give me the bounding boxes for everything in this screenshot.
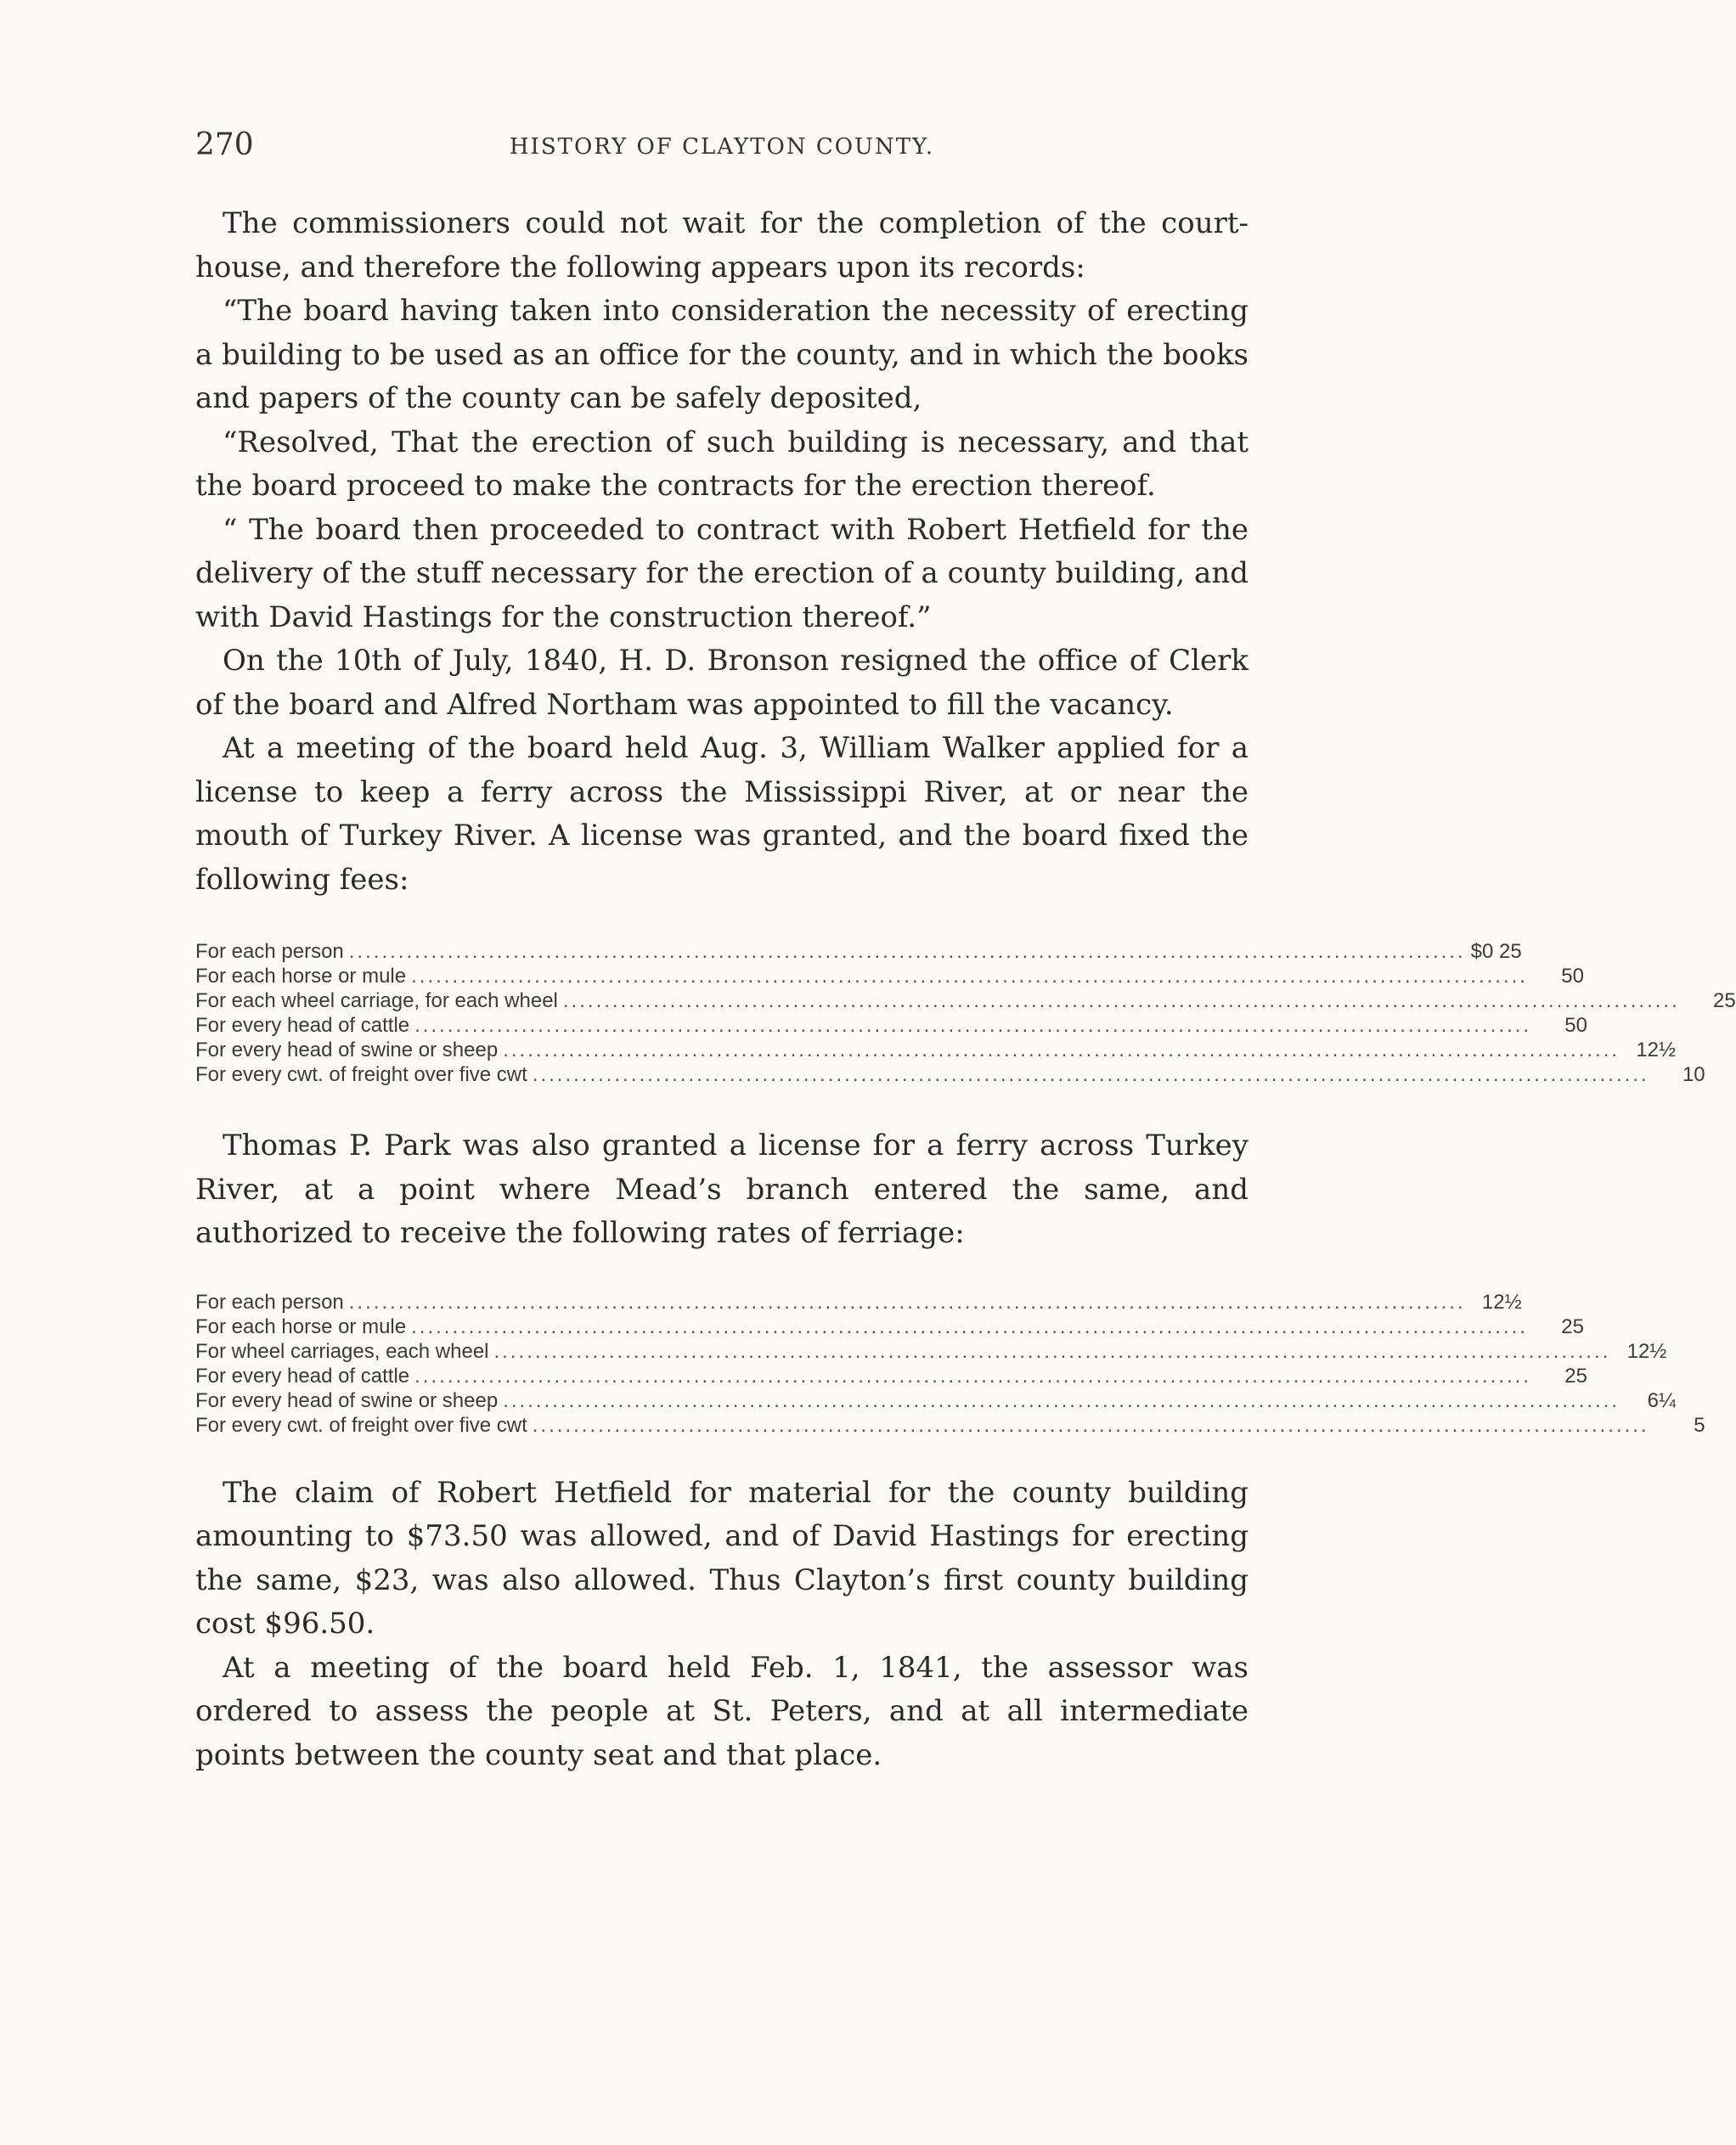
fee-row — [195, 1290, 1522, 1315]
body-text — [195, 202, 1736, 1777]
fee-row — [195, 1315, 1584, 1339]
fee-row — [195, 1339, 1667, 1364]
fee-value: 25 — [1564, 1364, 1587, 1388]
running-head: HISTORY OF CLAYTON COUNTY. — [509, 134, 935, 160]
leader-dots: ........................................................................................................................................ — [562, 989, 1680, 1012]
fee-label: For each person — [195, 940, 344, 963]
leader-dots: ........................................................................................................................................ — [532, 1413, 1649, 1437]
fee-row — [195, 1388, 1677, 1413]
paragraph: “The board having taken into consideration the necessity of erecting a building to be used as an office for the county, and in which the books and papers of the county can be safely deposited, — [195, 294, 1248, 415]
leader-dots: ........................................................................................................................................ — [348, 1290, 1466, 1314]
leader-dots: ........................................................................................................................................ — [348, 940, 1466, 963]
fee-label: For every cwt. of freight over five cwt — [195, 1063, 527, 1086]
leader-dots: ........................................................................................................................................ — [411, 965, 1528, 988]
fee-row — [195, 1038, 1677, 1062]
fee-label: For every head of cattle — [195, 1014, 410, 1037]
fee-value: 5 — [1694, 1413, 1705, 1437]
fee-table-park — [195, 1290, 1705, 1438]
fee-value: 25 — [1713, 989, 1736, 1012]
paragraph: The claim of Robert Hetfield for material for the county building amounting to $73.50 was allowed, and of David Hastings for erecting the same, $23, was also allowed. Thus Clayton’s first county building cost $96.50. — [195, 1475, 1248, 1641]
fee-value: 6¼ — [1647, 1388, 1677, 1412]
fee-label: For every head of swine or sheep — [195, 1039, 499, 1061]
fee-value: 12½ — [1481, 1290, 1522, 1314]
leader-dots: ........................................................................................................................................ — [532, 1063, 1649, 1086]
fee-row — [195, 1364, 1587, 1388]
fee-label: For every head of swine or sheep — [195, 1388, 499, 1412]
fee-row — [195, 1013, 1587, 1038]
paragraph: At a meeting of the board held Feb. 1, 1841, the assessor was ordered to assess the people at St. Peters, and at all intermediate points between the county seat and that place. — [195, 1650, 1248, 1772]
fee-value: 12½ — [1626, 1339, 1667, 1363]
fee-label: For each horse or mule — [195, 965, 407, 988]
paragraph: The commissioners could not wait for the completion of the court-house, and therefore the following appears upon its records: — [195, 206, 1248, 284]
fee-row — [195, 964, 1584, 988]
fee-label: For each person — [195, 1290, 344, 1314]
fee-value: $0 25 — [1470, 940, 1522, 963]
page-number: 270 — [195, 127, 254, 162]
fee-value: 25 — [1561, 1315, 1584, 1338]
fee-label: For each wheel carriage, for each wheel — [195, 989, 558, 1012]
fee-table-walker — [195, 939, 1736, 1087]
fee-label: For every head of cattle — [195, 1364, 410, 1388]
fee-row — [195, 988, 1736, 1013]
paragraph: “Resolved, That the erection of such building is necessary, and that the board proceed to make the contracts for the erection thereof. — [195, 425, 1248, 503]
fee-value: 10 — [1682, 1063, 1705, 1086]
page-header — [195, 127, 1248, 170]
leader-dots: ........................................................................................................................................ — [414, 1014, 1531, 1037]
leader-dots: ........................................................................................................................................ — [411, 1315, 1528, 1338]
fee-value: 50 — [1564, 1014, 1587, 1037]
leader-dots: ........................................................................................................................................ — [503, 1388, 1620, 1412]
paragraph: At a meeting of the board held Aug. 3, William Walker applied for a license to keep a ferry across the Mississippi River, at or near the mouth of Turkey River. A license was granted, and the board fixed the following fees: — [195, 731, 1248, 897]
leader-dots: ........................................................................................................................................ — [493, 1339, 1611, 1363]
paragraph: On the 10th of July, 1840, H. D. Bronson resigned the office of Clerk of the board and Alfred Northam was appointed to fill the vacancy. — [195, 644, 1248, 722]
paragraph: Thomas P. Park was also granted a license for a ferry across Turkey River, at a point where Mead’s branch entered the same, and authorized to receive the following rates of ferriage: — [195, 1129, 1248, 1250]
fee-row — [195, 1413, 1705, 1438]
fee-row — [195, 1062, 1705, 1087]
fee-label: For wheel carriages, each wheel — [195, 1339, 489, 1363]
fee-value: 50 — [1561, 965, 1584, 988]
paragraph: “ The board then proceeded to contract with Robert Hetfield for the delivery of the stuff necessary for the erection of a county building, and with David Hastings for the construction thereof.” — [195, 512, 1248, 634]
fee-label: For each horse or mule — [195, 1315, 407, 1338]
leader-dots: ........................................................................................................................................ — [414, 1364, 1531, 1388]
fee-label: For every cwt. of freight over five cwt — [195, 1413, 527, 1437]
fee-row — [195, 939, 1522, 964]
leader-dots: ........................................................................................................................................ — [503, 1039, 1620, 1061]
fee-value: 12½ — [1636, 1039, 1677, 1061]
